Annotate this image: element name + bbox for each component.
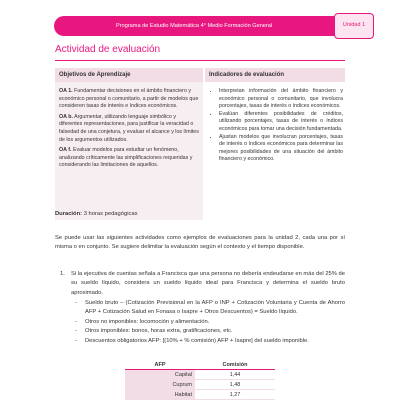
dash-item: - Sueldo bruto – (Cotización Previsional en la AFP o INP + Cotización Voluntaria y Cuenta de Ahorro AFP + Cotización Salud en Fonasa o Isapre + Otros Descuentos) = Sueldo líquido. [75,300,345,316]
table-row [125,370,275,380]
dash-item-text: Sueldo bruto – (Cotización Previsional en la AFP o INP + Cotización Voluntaria y Cuenta de Ahorro AFP + Cotización Salud en Fonasa o Isapre + Otros Descuentos) = Sueldo líquido. [85,300,345,316]
table-header-row [125,360,275,370]
dash-list [75,299,345,346]
afp-name: Habitat [125,390,195,400]
objective-item [59,114,199,144]
objective-text: Argumentar, utilizando lenguaje simbólico y diferentes representaciones, para justificar la veracidad o falsedad de una conjetura, y evaluar el alcance y los límites de los argumentos utilizados. [59,113,199,143]
intro-paragraph: Se puede usar las siguientes actividades como ejemplos de evaluaciones para la unidad 2, cada una por sí misma o en conjunto. Se sugiere delimitar la evaluación según el contexto y el tiempo disponible. [55,235,345,251]
program-title: Programa de Estudio Matemática 4° Medio Formación General [116,23,273,29]
commission-value: 1,44 [195,370,275,380]
commission-value: 1,48 [195,380,275,390]
afp-commission-table [125,360,275,400]
objective-text: Evaluar modelos para estudiar un fenómeno, analizando críticamente las simplificaciones requeridas y considerando las limitaciones de aquellos. [59,147,193,169]
page-header [0,0,400,36]
table-row [125,390,275,400]
title-divider [55,60,345,61]
dash-item-text: Otros no imponibles: locomoción y alimentación. [85,318,210,325]
objective-item [59,88,199,111]
indicator-item: • Evalúan diferentes posibilidades de créditos, utilizando porcentajes, tasas de interés o índices económicos para tomar una decisión fundamentada. [219,111,343,134]
unit-badge: Unidad 1 [334,13,374,39]
header-strip [54,16,344,36]
dash-item-text: Otros imponibles: bonos, horas extra, gratificaciones, etc. [85,328,233,335]
duration-label: Duración: [55,211,83,217]
indicator-list [207,88,343,164]
indicators-column [205,82,345,220]
afp-name: Cuprum [125,380,195,390]
dash-item: - Otros no imponibles: locomoción y alimentación. [75,318,210,325]
item-text: Si la ejecutiva de cuentas señala a Francisca que una persona no debería endeudarse en más del 25% de su sueldo líquido, considera un sueldo líquido ideal para Francisca y determina el sueldo bruto aproximado. [71,271,345,296]
commission-value: 1,27 [195,390,275,400]
dash-item: - Descuentos obligatorios AFP: [(10% + % comisión) AFP + Isapre] del sueldo imponible. [75,337,309,344]
dash-item-text: Descuentos obligatorios AFP: [(10% + % comisión) AFP + Isapre] del sueldo imponible. [85,337,309,344]
table-row [125,380,275,390]
objective-code: OA 1. [59,88,73,94]
objective-text: Fundamentar decisiones en el ámbito financiero y económico personal o comunitario, a partir de modelos que consideren tasas de interés e índices económicos. [59,88,199,110]
indicators-header: Indicadores de evaluación [205,68,345,82]
indicator-item: • Interpretan información del ámbito financiero y económico personal o comunitario, que involucra porcentajes, tasas de interés o índices económicos. [219,88,343,111]
objective-code: OA b. [59,113,73,120]
duration-value: 3 horas pedagógicas [83,211,138,217]
activity-title: Actividad de evaluación [55,44,161,55]
dash-item: - Otros imponibles: bonos, horas extra, gratificaciones, etc. [75,328,233,335]
indicator-item: • Ajustan modelos que involucran porcentajes, tasas de interés o índices económicos para determinar las mejores posibilidades de una situación del ámbito financiero y económico. [219,134,343,164]
objectives-header: Objetivos de Aprendizaje [55,68,203,82]
objective-code: OA f. [59,147,72,154]
afp-column-header: AFP [125,360,195,370]
objective-item [59,147,199,170]
item-number: 1. [60,271,65,277]
objectives-table [55,68,345,230]
commission-column-header: Comisión [195,360,275,370]
afp-name: Capital [125,370,195,380]
objectives-column [55,82,203,220]
duration [55,211,138,217]
